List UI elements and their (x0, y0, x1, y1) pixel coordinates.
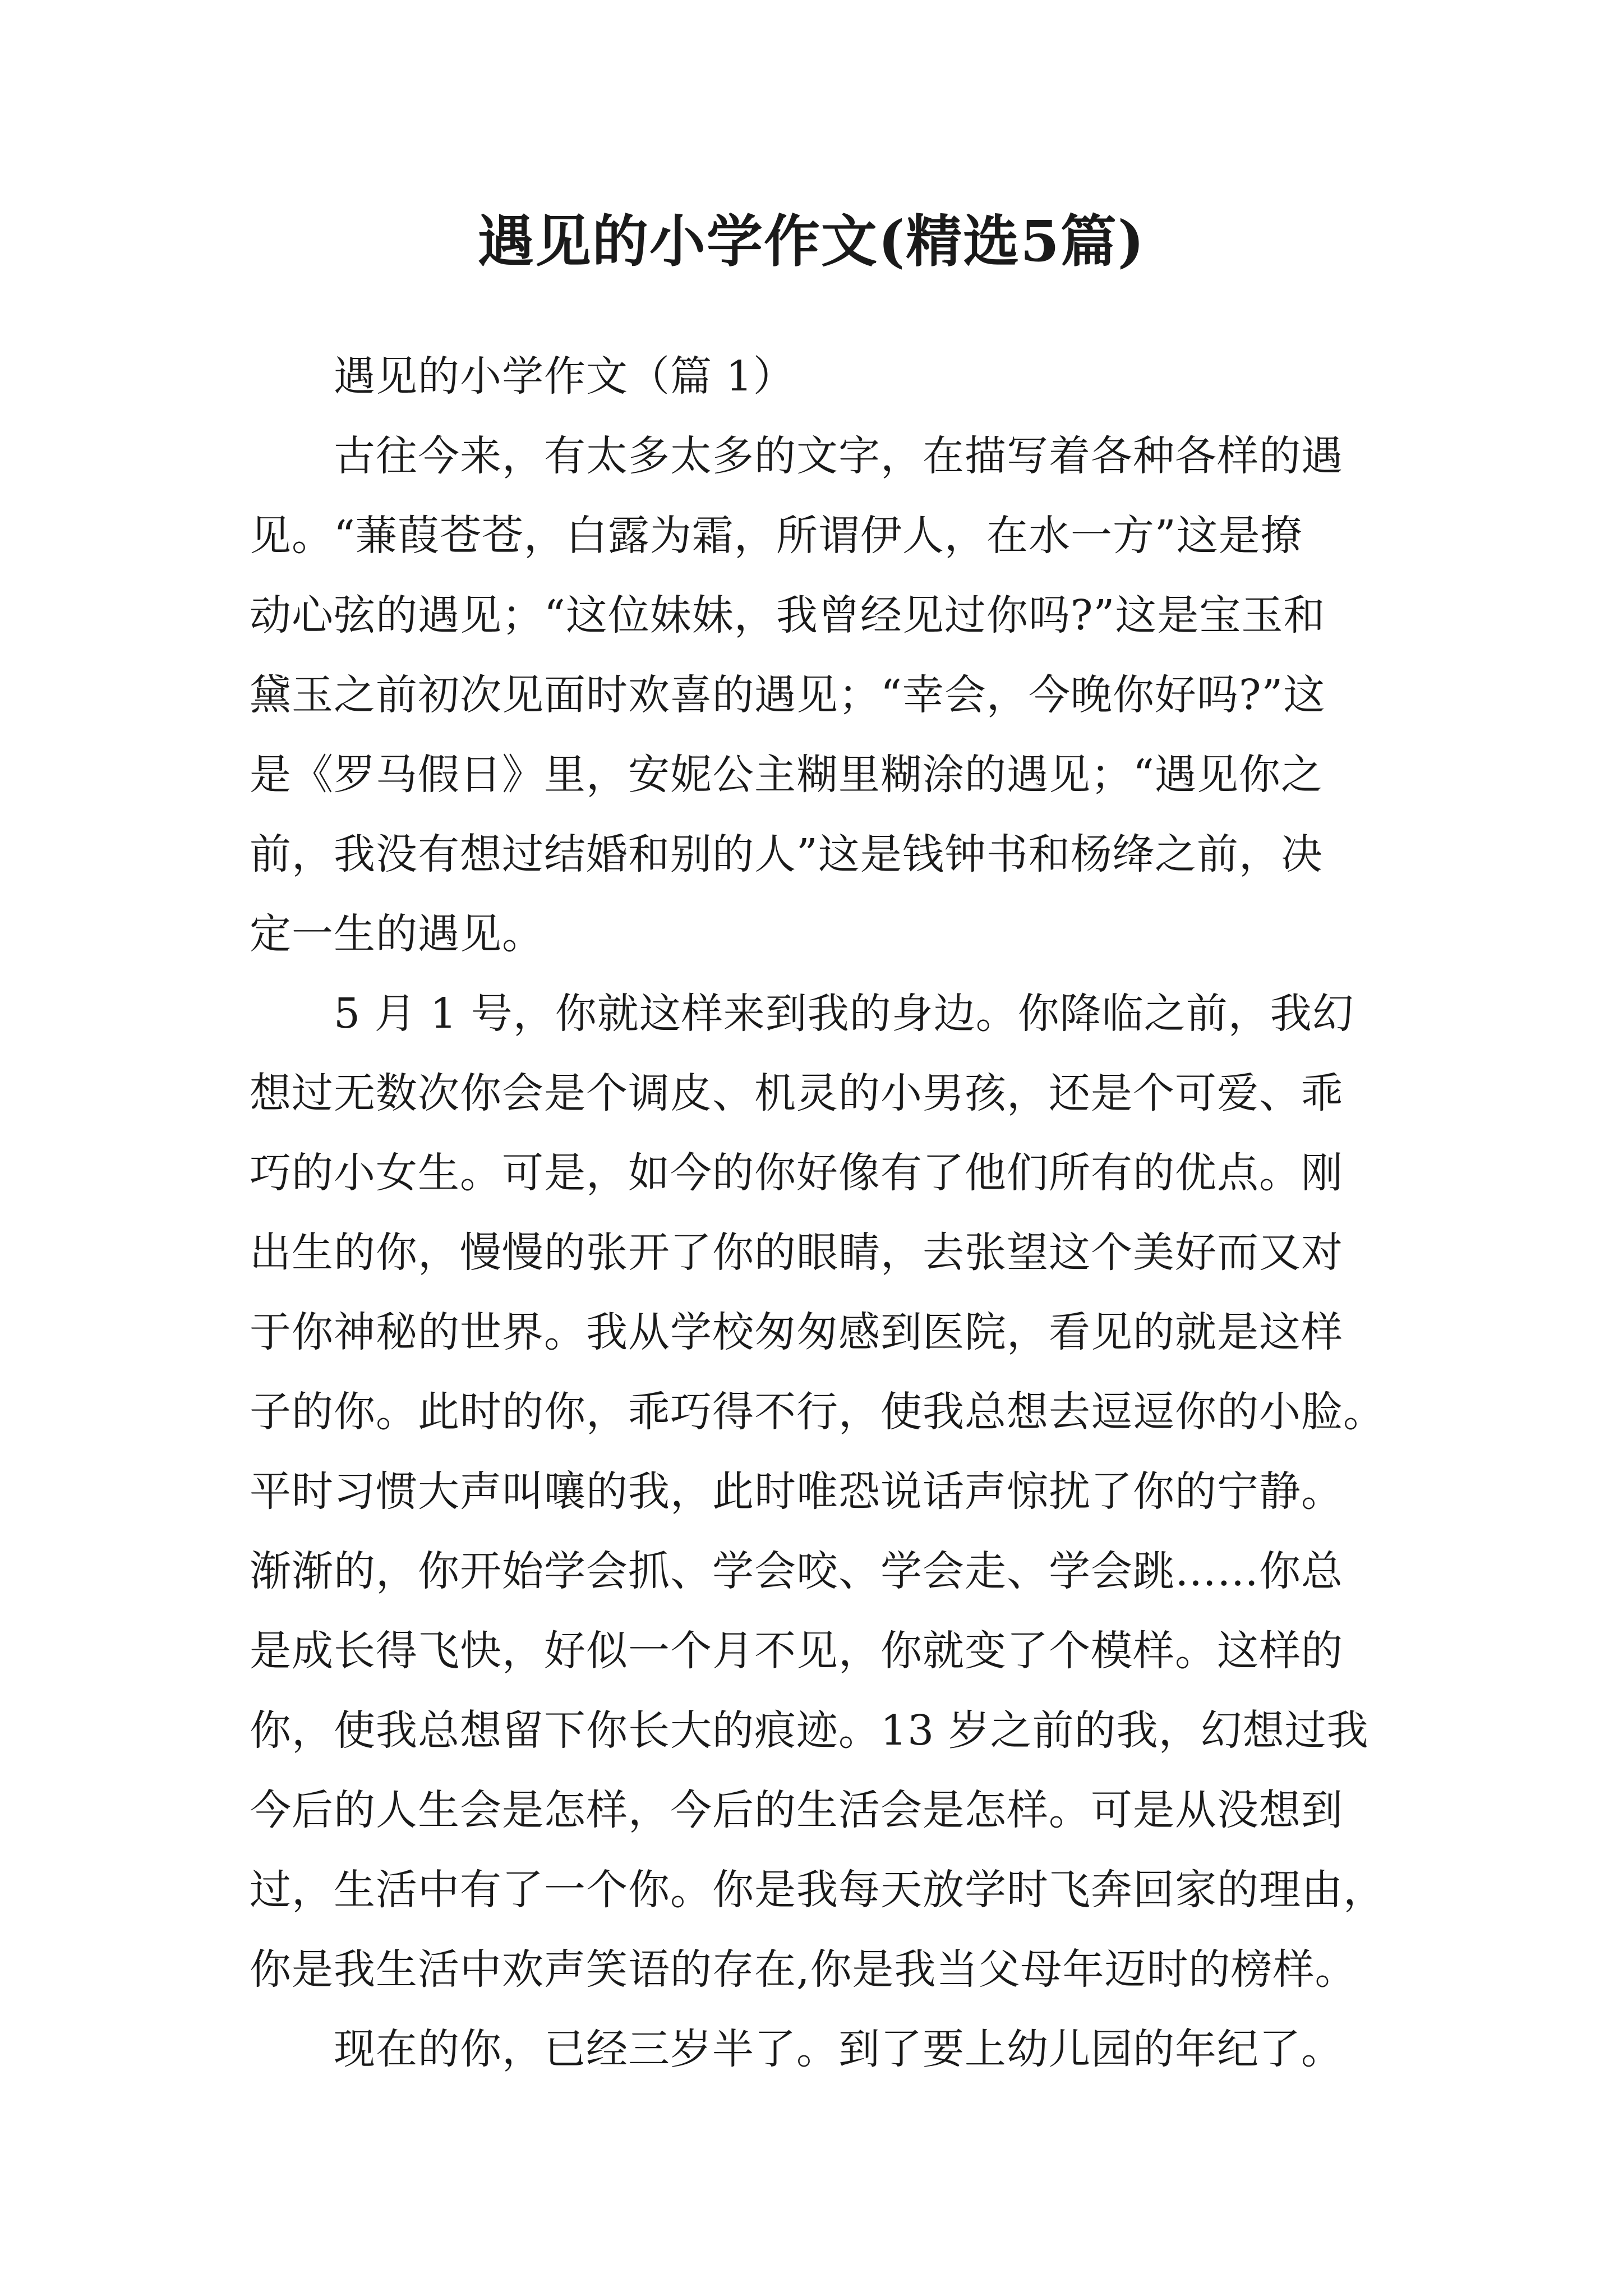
paragraph-line: 过，生活中有了一个你。你是我每天放学时飞奔回家的理由， (250, 1866, 1385, 1914)
paragraph-line: 5 月 1 号，你就这样来到我的身边。你降临之前，我幻 (334, 990, 1354, 1038)
paragraph-line: 动心弦的遇见；“这位妹妹，我曾经见过你吗?”这是宝玉和 (250, 591, 1326, 639)
paragraph-line: 平时习惯大声叫嚷的我，此时唯恐说话声惊扰了你的宁静。 (250, 1467, 1343, 1516)
paragraph-line: 于你神秘的世界。我从学校匆匆感到医院，看见的就是这样 (250, 1308, 1343, 1356)
paragraph-line: 古往今来，有太多太多的文字，在描写着各种各样的遇 (334, 432, 1343, 480)
paragraph-line: 今后的人生会是怎样，今后的生活会是怎样。可是从没想到 (250, 1786, 1343, 1834)
paragraph-line: 现在的你，已经三岁半了。到了要上幼儿园的年纪了。 (334, 2025, 1343, 2073)
paragraph-line: 渐渐的，你开始学会抓、学会咬、学会走、学会跳……你总 (250, 1547, 1343, 1595)
paragraph-line: 出生的你，慢慢的张开了你的眼睛，去张望这个美好而又对 (250, 1228, 1343, 1277)
paragraph-line: 定一生的遇见。 (250, 910, 544, 958)
paragraph-line: 子的你。此时的你，乖巧得不行，使我总想去逗逗你的小脸。 (250, 1388, 1385, 1436)
document-body (250, 337, 1394, 2089)
paragraph-line: 见。“蒹葭苍苍，白露为霜，所谓伊人，在水一方”这是撩 (250, 512, 1303, 560)
page-title: 遇见的小学作文(精选5篇) (477, 208, 1146, 274)
paragraph-line: 你，使我总想留下你长大的痕迹。13 岁之前的我，幻想过我 (250, 1706, 1369, 1755)
paragraph-line: 想过无数次你会是个调皮、机灵的小男孩，还是个可爱、乖 (250, 1069, 1343, 1117)
paragraph-line: 前，我没有想过结婚和别的人”这是钱钟书和杨绛之前，决 (250, 830, 1323, 878)
section-heading: 遇见的小学作文（篇 1） (334, 352, 795, 401)
paragraph-line: 是成长得飞快，好似一个月不见，你就变了个模样。这样的 (250, 1627, 1343, 1675)
paragraph-line: 你是我生活中欢声笑语的存在,你是我当父母年迈时的榜样。 (250, 1945, 1357, 1994)
paragraph-line: 是《罗马假日》里，安妮公主糊里糊涂的遇见；“遇见你之 (250, 751, 1323, 799)
paragraph-line: 巧的小女生。可是，如今的你好像有了他们所有的优点。刚 (250, 1149, 1343, 1197)
paragraph-line: 黛玉之前初次见面时欢喜的遇见；“幸会，今晚你好吗?”这 (250, 671, 1326, 719)
